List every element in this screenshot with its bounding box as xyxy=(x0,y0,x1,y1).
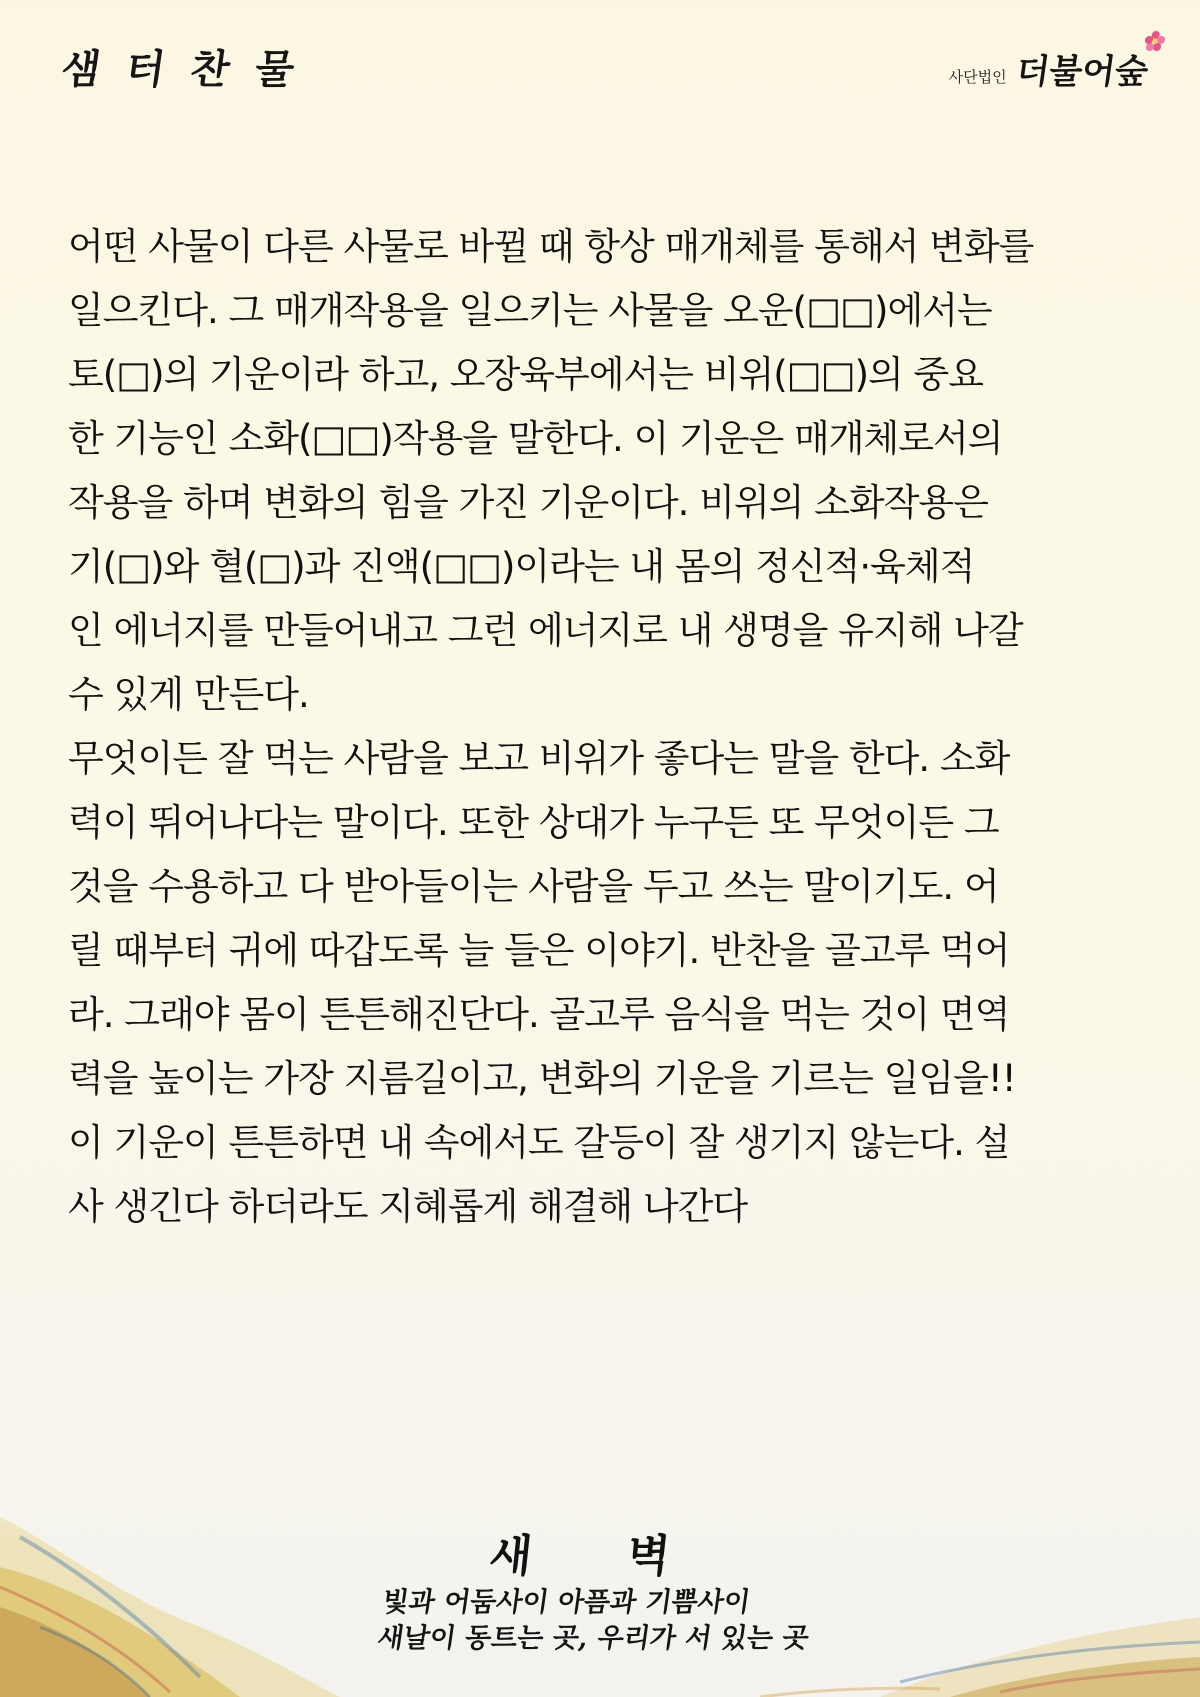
org-prefix: 사단법인 xyxy=(948,68,1007,86)
article-line: 인 에너지를 만들어내고 그런 에너지로 내 생명을 유지해 나갈 xyxy=(68,609,1023,652)
motto-line: 새날이 동트는 곳, 우리가 서 있는 곳 xyxy=(375,1623,811,1654)
article-line: 일으킨다. 그 매개작용을 일으키는 사물을 오운(□□)에서는 xyxy=(68,289,992,332)
article-line: 기(□)와 혈(□)과 진액(□□)이라는 내 몸의 정신적·육체적 xyxy=(68,545,975,588)
footer-motto xyxy=(375,1585,855,1657)
page-title: 샘 터 찬 물 xyxy=(58,46,304,93)
article-line: 어떤 사물이 다른 사물로 바뀔 때 항상 매개체를 통해서 변화를 xyxy=(68,225,1034,268)
article-line: 력이 뛰어나다는 말이다. 또한 상대가 누구든 또 무엇이든 그 xyxy=(68,801,999,844)
org-name xyxy=(1013,44,1151,93)
article-line: 무엇이든 잘 먹는 사람을 보고 비위가 좋다는 말을 한다. 소화 xyxy=(68,737,1010,780)
article-line: 력을 높이는 가장 지름길이고, 변화의 기운을 기르는 일임을!! xyxy=(68,1057,1016,1100)
article-line: 토(□)의 기운이라 하고, 오장육부에서는 비위(□□)의 중요 xyxy=(68,353,984,396)
motto-line: 빛과 어둠사이 아픔과 기쁨사이 xyxy=(380,1587,753,1618)
article-line: 작용을 하며 변화의 힘을 가진 기운이다. 비위의 소화작용은 xyxy=(68,481,988,524)
flower-icon xyxy=(1142,30,1167,52)
article-line: 사 생긴다 하더라도 지혜롭게 해결해 나간다 xyxy=(68,1185,748,1228)
org-name-text: 더불어숲 xyxy=(1013,52,1151,92)
article-line: 이 기운이 튼튼하면 내 속에서도 갈등이 잘 생기지 않는다. 설 xyxy=(68,1121,1010,1164)
article-line: 수 있게 만든다. xyxy=(68,673,309,716)
article-line: 것을 수용하고 다 받아들이는 사람을 두고 쓰는 말이기도. 어 xyxy=(68,865,999,908)
article-line: 한 기능인 소화(□□)작용을 말한다. 이 기운은 매개체로서의 xyxy=(68,417,1003,460)
article-line: 라. 그래야 몸이 튼튼해진단다. 골고루 음식을 먹는 것이 면역 xyxy=(68,993,1010,1036)
article-body xyxy=(68,215,1138,1239)
footer-title: 새 벽 xyxy=(486,1531,713,1582)
article-line: 릴 때부터 귀에 따갑도록 늘 들은 이야기. 반찬을 골고루 먹어 xyxy=(68,929,1010,972)
org-logo xyxy=(948,44,1151,93)
